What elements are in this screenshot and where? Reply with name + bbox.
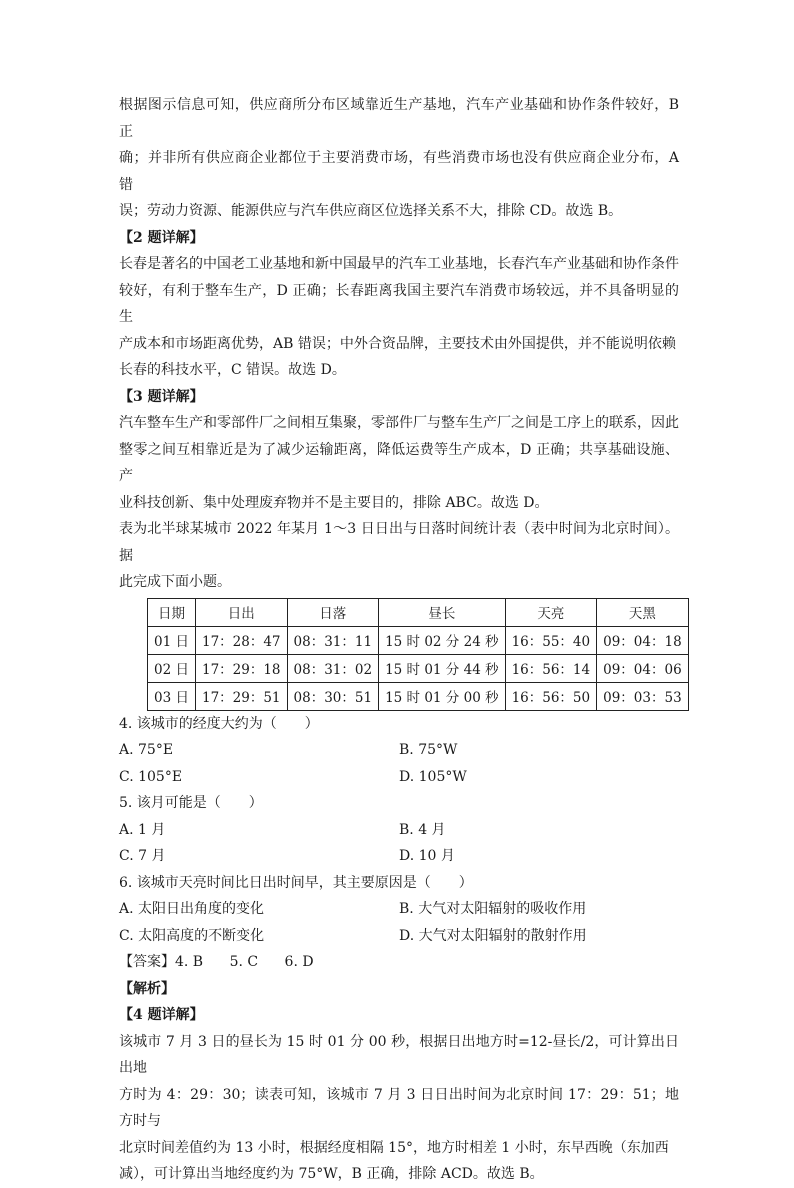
- q2-line: 长春的科技水平，C 错误。故选 D。: [119, 362, 346, 378]
- q2-line: 较好，有利于整车生产，D 正确；长春距离我国主要汽车消费市场较远，并不具备明显的生: [119, 282, 679, 325]
- option-d: D. 105°W: [399, 768, 467, 785]
- table-cell: 16：56：50: [505, 682, 597, 710]
- table-row: [148, 626, 689, 654]
- table-cell: 17：29：18: [195, 654, 287, 682]
- table-cell: 08：31：02: [287, 654, 379, 682]
- stem-line: 表为北半球某城市 2022 年某月 1～3 日日出与日落时间统计表（表中时间为北京时间）。据: [119, 521, 679, 564]
- q2-line: 产成本和市场距离优势，AB 错误；中外合资品牌，主要技术由外国提供，并不能说明依赖: [119, 335, 676, 352]
- table-header-cell: 日期: [148, 598, 196, 626]
- table-cell: 09：04：18: [597, 626, 689, 654]
- q4-line: 减），可计算出当地经度约为 75°W，B 正确，排除 ACD。故选 B。: [119, 1166, 544, 1182]
- table-cell: 09：03：53: [597, 682, 689, 710]
- question-5-stem: 5. 该月可能是（ ）: [119, 795, 263, 811]
- table-row: [148, 682, 689, 710]
- option-c: C. 105°E: [119, 768, 183, 785]
- table-cell: 17：29：51: [195, 682, 287, 710]
- option-a: A. 太阳日出角度的变化: [119, 901, 265, 917]
- table-header-row: [148, 598, 689, 626]
- intro-line: 误；劳动力资源、能源供应与汽车供应商区位选择关系不大，排除 CD。故选 B。: [119, 203, 623, 219]
- table-cell: 08：31：11: [287, 626, 379, 654]
- question-4-stem: 4. 该城市的经度大约为（ ）: [119, 715, 319, 732]
- table-cell: 03 日: [148, 682, 196, 710]
- option-c: C. 太阳高度的不断变化: [119, 927, 265, 944]
- answer-4: 【答案】4. B: [119, 954, 204, 970]
- question-5-options-row: [119, 817, 679, 844]
- answer-line: [119, 949, 679, 976]
- table-cell: 09：04：06: [597, 654, 689, 682]
- answer-5: 5. C: [229, 954, 259, 970]
- table-header-cell: 天黑: [597, 598, 689, 626]
- question-4-options-row: [119, 764, 679, 791]
- q2-heading: 【2 题详解】: [119, 229, 204, 246]
- q4-heading: 【4 题详解】: [119, 1007, 204, 1023]
- q3-line: 汽车整车生产和零部件厂之间相互集聚，零部件厂与整车生产厂之间是工序上的联系，因此: [119, 415, 679, 431]
- table-header-cell: 日出: [195, 598, 287, 626]
- answer-6: 6. D: [284, 954, 314, 970]
- question-5-options-row: [119, 843, 679, 870]
- q3-heading: 【3 题详解】: [119, 388, 204, 405]
- table-cell: 16：56：14: [505, 654, 597, 682]
- question-4-options-row: [119, 737, 679, 764]
- table-cell: 08：30：51: [287, 682, 379, 710]
- q2-line: 长春是著名的中国老工业基地和新中国最早的汽车工业基地，长春汽车产业基础和协作条件: [119, 256, 679, 272]
- option-a: A. 75°E: [119, 742, 174, 758]
- option-b: B. 75°W: [399, 742, 458, 758]
- table-cell: 17：28：47: [195, 626, 287, 654]
- table-row: [148, 654, 689, 682]
- table-cell: 01 日: [148, 626, 196, 654]
- option-a: A. 1 月: [119, 821, 166, 838]
- option-d: D. 10 月: [399, 848, 455, 864]
- table-header-cell: 日落: [287, 598, 379, 626]
- table-cell: 15 时 01 分 00 秒: [379, 682, 506, 710]
- table-header-cell: 天亮: [505, 598, 597, 626]
- q4-line: 方时为 4：29：30；读表可知，该城市 7 月 3 日日出时间为北京时间 17：29：51；地方时与: [119, 1086, 679, 1129]
- question-6-options-row: [119, 923, 679, 950]
- question-6-options-row: [119, 896, 679, 923]
- table-cell: 02 日: [148, 654, 196, 682]
- question-6-stem: 6. 该城市天亮时间比日出时间早，其主要原因是（ ）: [119, 874, 473, 891]
- q4-line: 北京时间差值约为 13 小时，根据经度相隔 15°，地方时相差 1 小时，东早西晚（东加西: [119, 1139, 669, 1156]
- option-d: D. 大气对太阳辐射的散射作用: [399, 927, 587, 944]
- table-cell: 16：55：40: [505, 626, 597, 654]
- q3-line: 整零之间互相靠近是为了减少运输距离，降低运费等生产成本，D 正确；共享基础设施、产: [119, 441, 679, 484]
- stem-line: 此完成下面小题。: [119, 574, 231, 590]
- option-b: B. 4 月: [399, 821, 446, 838]
- document-content: [119, 92, 682, 1188]
- table-header-cell: 昼长: [379, 598, 506, 626]
- option-b: B. 大气对太阳辐射的吸收作用: [399, 901, 587, 917]
- option-c: C. 7 月: [119, 848, 166, 864]
- analysis-heading: 【解析】: [119, 980, 175, 997]
- table-cell: 15 时 01 分 44 秒: [379, 654, 506, 682]
- q3-line: 业科技创新、集中处理废弃物并不是主要目的，排除 ABC。故选 D。: [119, 494, 549, 511]
- sunrise-sunset-table: [147, 598, 689, 711]
- q4-line: 该城市 7 月 3 日的昼长为 15 时 01 分 00 秒，根据日出地方时=12-昼长/2，可计算出日出地: [119, 1033, 679, 1076]
- intro-line: 确；并非所有供应商企业都位于主要消费市场，有些消费市场也没有供应商企业分布，A 错: [119, 150, 679, 193]
- table-cell: 15 时 02 分 24 秒: [379, 626, 506, 654]
- intro-line: 根据图示信息可知，供应商所分布区域靠近生产基地，汽车产业基础和协作条件较好，B 正: [119, 97, 679, 140]
